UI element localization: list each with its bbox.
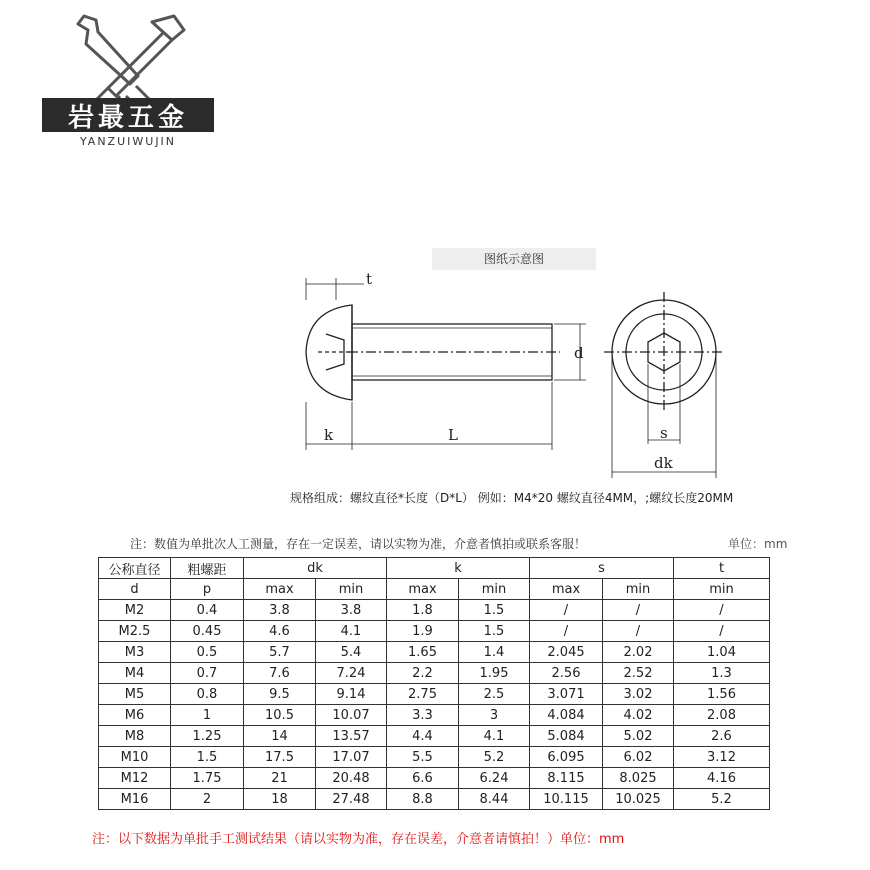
table-cell: 6.24: [459, 768, 530, 789]
brand-name-english: YANZUIWUJIN: [79, 135, 177, 148]
table-row: [99, 663, 770, 684]
table-subheader-cell: min: [459, 579, 530, 600]
table-cell: /: [530, 600, 603, 621]
table-cell: 5.084: [530, 726, 603, 747]
table-cell: 1.4: [459, 642, 530, 663]
table-row: [99, 747, 770, 768]
table-row: [99, 789, 770, 810]
table-cell: 4.4: [387, 726, 459, 747]
table-cell: 1.5: [459, 621, 530, 642]
table-cell: M4: [99, 663, 171, 684]
label-d: d: [574, 344, 584, 362]
table-cell: 1.25: [171, 726, 244, 747]
table-cell: 3.3: [387, 705, 459, 726]
table-subheader-cell: min: [674, 579, 770, 600]
table-cell: 1.04: [674, 642, 770, 663]
table-cell: 9.5: [244, 684, 316, 705]
label-t: t: [366, 270, 373, 288]
table-cell: /: [603, 621, 674, 642]
table-header-cell: t: [674, 558, 770, 579]
table-cell: 5.5: [387, 747, 459, 768]
label-k: k: [324, 426, 334, 444]
table-header-cell: s: [530, 558, 674, 579]
table-row: [99, 768, 770, 789]
table-cell: 7.6: [244, 663, 316, 684]
table-cell: 9.14: [316, 684, 387, 705]
table-header-cell: 公称直径: [99, 558, 171, 579]
table-cell: 4.1: [459, 726, 530, 747]
table-cell: 8.44: [459, 789, 530, 810]
table-cell: 17.5: [244, 747, 316, 768]
table-subheader-cell: min: [603, 579, 674, 600]
table-cell: 1.5: [459, 600, 530, 621]
table-cell: M10: [99, 747, 171, 768]
table-cell: 3: [459, 705, 530, 726]
table-cell: 2: [171, 789, 244, 810]
table-cell: 27.48: [316, 789, 387, 810]
table-subheader-cell: max: [244, 579, 316, 600]
table-row: [99, 726, 770, 747]
label-dk: dk: [654, 454, 673, 472]
table-cell: 0.8: [171, 684, 244, 705]
brand-name-chinese: 岩最五金: [42, 98, 214, 132]
table-subheader-cell: max: [530, 579, 603, 600]
table-cell: 4.02: [603, 705, 674, 726]
table-cell: 10.025: [603, 789, 674, 810]
table-cell: 2.56: [530, 663, 603, 684]
table-header-cell: k: [387, 558, 530, 579]
table-cell: 2.08: [674, 705, 770, 726]
table-cell: 1.56: [674, 684, 770, 705]
table-cell: 2.045: [530, 642, 603, 663]
table-cell: M5: [99, 684, 171, 705]
table-cell: 3.12: [674, 747, 770, 768]
table-cell: M2: [99, 600, 171, 621]
table-cell: 6.6: [387, 768, 459, 789]
table-cell: 5.7: [244, 642, 316, 663]
table-header-cell: dk: [244, 558, 387, 579]
table-cell: 5.2: [674, 789, 770, 810]
table-cell: 2.6: [674, 726, 770, 747]
table-header-row: [99, 558, 770, 579]
table-cell: 20.48: [316, 768, 387, 789]
table-subheader-cell: p: [171, 579, 244, 600]
unit-label: 单位：mm: [728, 537, 788, 551]
table-subheader-cell: d: [99, 579, 171, 600]
table-cell: 5.4: [316, 642, 387, 663]
table-cell: 1: [171, 705, 244, 726]
table-cell: 0.45: [171, 621, 244, 642]
table-cell: 0.7: [171, 663, 244, 684]
table-cell: 14: [244, 726, 316, 747]
table-cell: 2.5: [459, 684, 530, 705]
table-cell: 1.8: [387, 600, 459, 621]
measurement-disclaimer: 注：数值为单批次人工测量，存在一定误差，请以实物为准，介意者慎拍或联系客服！: [130, 537, 587, 551]
table-cell: 1.95: [459, 663, 530, 684]
table-cell: 17.07: [316, 747, 387, 768]
table-cell: 4.6: [244, 621, 316, 642]
table-cell: 10.07: [316, 705, 387, 726]
table-cell: M8: [99, 726, 171, 747]
table-cell: 21: [244, 768, 316, 789]
table-subheader-cell: min: [316, 579, 387, 600]
table-cell: /: [674, 621, 770, 642]
table-cell: 1.5: [171, 747, 244, 768]
label-L: L: [448, 426, 458, 444]
table-cell: 3.071: [530, 684, 603, 705]
table-cell: 2.02: [603, 642, 674, 663]
table-cell: 7.24: [316, 663, 387, 684]
table-cell: 1.75: [171, 768, 244, 789]
table-cell: /: [530, 621, 603, 642]
table-cell: 2.2: [387, 663, 459, 684]
table-row: [99, 684, 770, 705]
table-cell: 1.9: [387, 621, 459, 642]
table-cell: 2.75: [387, 684, 459, 705]
table-cell: 1.65: [387, 642, 459, 663]
table-subheader-row: [99, 579, 770, 600]
table-cell: 2.52: [603, 663, 674, 684]
drawing-title: 图纸示意图: [432, 248, 596, 270]
table-cell: 3.8: [244, 600, 316, 621]
table-cell: 4.1: [316, 621, 387, 642]
table-cell: 0.4: [171, 600, 244, 621]
spec-table: [98, 557, 770, 810]
table-cell: 8.115: [530, 768, 603, 789]
table-cell: M3: [99, 642, 171, 663]
table-row: [99, 642, 770, 663]
table-cell: 3.02: [603, 684, 674, 705]
table-cell: M2.5: [99, 621, 171, 642]
table-cell: 13.57: [316, 726, 387, 747]
screw-technical-drawing: [280, 240, 760, 520]
table-cell: 0.5: [171, 642, 244, 663]
table-cell: 6.02: [603, 747, 674, 768]
table-cell: 4.084: [530, 705, 603, 726]
spec-composition-note: 规格组成：螺纹直径*长度（D*L） 例如：M4*20 螺纹直径4MM，;螺纹长度20MM: [290, 491, 734, 505]
table-cell: 1.3: [674, 663, 770, 684]
table-cell: M6: [99, 705, 171, 726]
table-cell: 10.115: [530, 789, 603, 810]
table-subheader-cell: max: [387, 579, 459, 600]
table-row: [99, 705, 770, 726]
table-cell: /: [674, 600, 770, 621]
table-header-cell: 粗螺距: [171, 558, 244, 579]
table-cell: 6.095: [530, 747, 603, 768]
table-cell: 18: [244, 789, 316, 810]
label-s: s: [660, 424, 668, 442]
table-cell: 5.2: [459, 747, 530, 768]
table-cell: M12: [99, 768, 171, 789]
table-cell: 5.02: [603, 726, 674, 747]
table-cell: 3.8: [316, 600, 387, 621]
table-cell: 8.025: [603, 768, 674, 789]
table-cell: 4.16: [674, 768, 770, 789]
table-cell: M16: [99, 789, 171, 810]
test-result-disclaimer: 注：以下数据为单批手工测试结果（请以实物为准，存在误差，介意者请慎拍！）单位：mm: [92, 832, 625, 847]
table-row: [99, 600, 770, 621]
table-cell: 8.8: [387, 789, 459, 810]
table-cell: 10.5: [244, 705, 316, 726]
table-cell: /: [603, 600, 674, 621]
table-row: [99, 621, 770, 642]
